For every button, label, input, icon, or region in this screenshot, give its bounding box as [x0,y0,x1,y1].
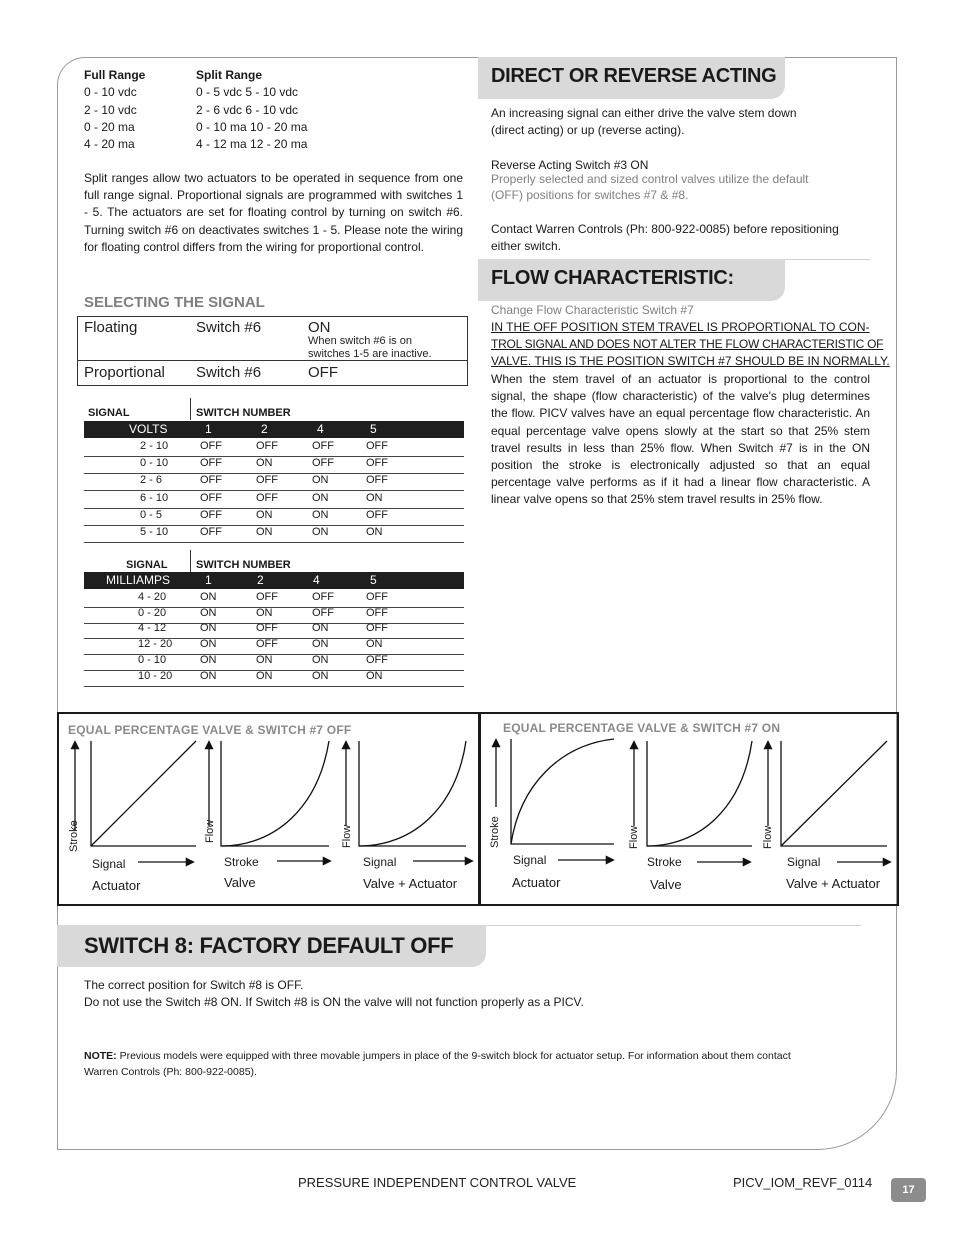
column-header: 5 [370,422,377,436]
switch-cell: ON [200,638,217,651]
column-header: 2 [257,573,264,587]
table-row [84,491,464,509]
y-axis-label: Stroke [68,820,80,852]
switch-cell: ON [366,526,383,538]
unit-label: MILLIAMPS [106,573,171,587]
graph-caption: Actuator [512,875,561,890]
switch-cell: OFF [366,653,388,666]
state-note: When switch #6 is on [308,335,412,347]
switch-cell: ON [200,606,217,619]
column-header: 4 [317,422,324,436]
switch-cell: ON [256,606,273,619]
switch-label: Switch #6 [196,319,262,336]
page-number-badge: 17 [891,1178,926,1202]
switch-cell: ON [200,669,217,682]
switch-cell: ON [366,491,383,504]
switch-cell: OFF [366,606,388,619]
mode-label: Proportional [84,364,165,381]
switch-number-header: SWITCH NUMBER [196,407,291,419]
column-header: 1 [205,422,212,436]
graph-caption: Valve [650,877,682,892]
flow-underlined-text [491,319,890,371]
switch-cell: ON [200,591,217,603]
signal-cell: 2 - 6 [140,474,163,487]
table-row [84,473,464,491]
graph-caption: Valve + Actuator [363,876,458,891]
switch8-note [84,1048,864,1080]
switch-cell: OFF [200,474,222,487]
switch-cell: ON [312,526,329,538]
switch-cell: ON [312,622,329,635]
switch-cell: OFF [256,440,278,452]
switch-cell: OFF [312,457,334,470]
switch-cell: OFF [256,622,278,635]
switch-cell: OFF [200,491,222,504]
full-range-item: 0 - 10 vdc [84,85,137,100]
switch-cell: OFF [366,622,388,635]
x-axis-label: Signal [363,855,397,869]
switch-label: Switch #6 [196,364,262,381]
switch-cell: OFF [312,440,334,452]
split-range-item: 4 - 12 ma 12 - 20 ma [196,137,308,152]
split-range-header: Split Range [196,68,263,82]
switch-cell: OFF [366,474,388,487]
text-line: VALVE. THIS IS THE POSITION SWITCH #7 SHOULD BE IN NORMALLY. [491,354,890,369]
table-row [84,508,464,526]
switch8-line2: Do not use the Switch #8 ON. If Switch #8 is ON the valve will not function properly as a PICV. [84,995,584,1009]
switch-cell: ON [312,508,329,521]
text-line: either switch. [491,239,562,253]
x-axis-label: Signal [92,857,126,871]
text-line: (OFF) positions for switches #7 & #8. [491,188,689,202]
table-row [84,525,464,543]
signal-cell: 0 - 20 [138,606,167,619]
column-header: 4 [313,573,320,587]
table-row [84,439,464,457]
switch-cell: OFF [200,526,222,538]
state-label: ON [308,319,331,336]
column-header: 1 [205,573,212,587]
signal-cell: 0 - 10 [140,457,169,470]
signal-header: SIGNAL [126,559,168,571]
switch-cell: OFF [200,508,222,521]
switch-cell: ON [312,653,329,666]
switch-cell: ON [366,638,383,651]
signal-cell: 2 - 10 [140,440,169,452]
switch8-line1: The correct position for Switch #8 is OFF. [84,978,304,992]
switch-cell: OFF [200,440,222,452]
default-positions-text [491,171,809,203]
note-text: Warren Controls (Ph: 800-922-0085). [84,1066,257,1078]
graph-group-title: EQUAL PERCENTAGE VALVE & SWITCH #7 OFF [68,723,352,737]
switch-cell: ON [312,491,329,504]
text-line: TROL SIGNAL AND DOES NOT ALTER THE FLOW CHARACTERISTIC OF [491,337,884,352]
graph-caption: Valve + Actuator [786,876,881,891]
note-text: Previous models were equipped with three movable jumpers in place of the 9-switch block for actuator setup. For information about them contact [116,1050,791,1062]
direct-reverse-text [491,105,797,139]
flow-subtitle: Change Flow Characteristic Switch #7 [491,303,694,317]
contact-text [491,221,839,255]
graph-group-title: EQUAL PERCENTAGE VALVE & SWITCH #7 ON [503,721,781,735]
state-label: OFF [308,364,338,381]
switch-cell: ON [256,653,273,666]
graph-caption: Valve [224,875,256,890]
switch-cell: OFF [366,591,388,603]
y-axis-label: Flow [762,825,774,849]
split-range-item: 0 - 5 vdc 5 - 10 vdc [196,85,299,100]
y-axis-label: Flow [628,825,640,849]
switch-cell: ON [366,669,383,682]
selecting-signal-title: SELECTING THE SIGNAL [84,294,265,311]
x-axis-label: Stroke [647,855,682,869]
y-axis-label: Flow [341,824,353,848]
text-line: Contact Warren Controls (Ph: 800-922-0085) before repositioning [491,222,839,236]
unit-label: VOLTS [129,422,168,436]
volts-header-bar [84,421,464,438]
y-axis-label: Flow [204,819,216,843]
text-line: Reverse Acting Switch #3 ON [491,158,649,172]
switch-cell: OFF [366,457,388,470]
section-title: FLOW CHARACTERISTIC: [491,267,734,289]
signal-cell: 10 - 20 [138,669,173,682]
split-range-column [196,67,307,153]
switch-cell: OFF [200,457,222,470]
switch-cell: ON [200,653,217,666]
mode-label: Floating [84,319,138,336]
x-axis-label: Stroke [224,855,259,869]
switch-cell: ON [312,638,329,651]
switch-number-header: SWITCH NUMBER [196,559,291,571]
switch-cell: OFF [256,638,278,651]
signal-cell: 6 - 10 [140,491,169,504]
switch-cell: ON [256,526,273,538]
selecting-row-floating [77,316,468,361]
switch-cell: OFF [256,491,278,504]
text-line: IN THE OFF POSITION STEM TRAVEL IS PROPORTIONAL TO CON- [491,320,870,334]
switch-cell: ON [256,508,273,521]
volts-switch-table [84,398,464,543]
signal-cell: 0 - 5 [140,508,163,521]
flow-body: When the stem travel of an actuator is proportional to the control signal, the shape (flow characteristic) of the valve's plug determines the flow. PICV valves have an equal percentage flow characteristic. An equal percentage valve opens slowly at the start so that 25% stem travel results in less than 25% flow. When Switch #7 is in the ON position the stroke is electronically adjusted so that an equal percentage valve performs as if it had a linear flow characteristic. A linear valve opens so that 25% stem travel results in 25% flow. [491,372,870,507]
x-axis-label: Signal [787,855,821,869]
switch-cell: ON [312,474,329,487]
direct-reverse-heading [478,57,785,99]
switch8-heading [57,925,486,967]
full-range-item: 2 - 10 vdc [84,102,137,117]
graph-caption: Actuator [92,878,141,893]
y-axis-label: Stroke [489,816,501,848]
switch-cell: ON [200,622,217,635]
flow-characteristic-heading [478,259,785,301]
full-range-column [84,67,145,153]
signal-header: SIGNAL [88,407,130,419]
table-row [84,669,464,687]
switch-cell: ON [312,669,329,682]
section-title: DIRECT OR REVERSE ACTING [491,65,777,87]
text-line: An increasing signal can either drive the valve stem down [491,106,797,120]
signal-cell: 12 - 20 [138,638,173,651]
selecting-row-proportional [77,360,468,386]
footer-title: PRESSURE INDEPENDENT CONTROL VALVE [298,1175,577,1190]
milliamps-switch-table [84,550,464,690]
milliamps-header-bar [84,572,464,589]
table-row [84,456,464,474]
column-header: 5 [370,573,377,587]
section-title: SWITCH 8: FACTORY DEFAULT OFF [84,933,454,958]
full-range-item: 4 - 20 ma [84,137,135,152]
signal-cell: 4 - 20 [138,591,167,603]
switch-cell: OFF [366,440,388,452]
note-label: NOTE: [84,1050,117,1062]
split-range-item: 0 - 10 ma 10 - 20 ma [196,119,308,134]
switch-cell: OFF [256,591,278,603]
signal-cell: 0 - 10 [138,653,167,666]
column-header: 2 [261,422,268,436]
signal-cell: 4 - 12 [138,622,167,635]
x-axis-label: Signal [513,853,547,867]
switch-cell: ON [256,457,273,470]
text-line: Properly selected and sized control valves utilize the default [491,172,809,186]
text-line: (direct acting) or up (reverse acting). [491,123,685,137]
switch-cell: OFF [256,474,278,487]
state-note: switches 1-5 are inactive. [308,348,432,360]
switch-cell: OFF [312,591,334,603]
split-range-item: 2 - 6 vdc 6 - 10 vdc [196,102,299,117]
signal-cell: 5 - 10 [140,526,169,538]
footer-doc-id: PICV_IOM_REVF_0114 [733,1175,873,1190]
switch-cell: OFF [312,606,334,619]
full-range-item: 0 - 20 ma [84,119,135,134]
switch-cell: OFF [366,508,388,521]
full-range-header: Full Range [84,68,146,82]
split-range-paragraph: Split ranges allow two actuators to be operated in sequence from one full range signal. Proportional signals are programmed with switches 1 - 5. The actuators are set for floating control by turning on switch #6. Turning switch #6 on deactivates switches 1 - 5. Please note the wiring for floating control differs from the wiring for proportional control. [84,171,463,254]
switch-cell: ON [256,669,273,682]
